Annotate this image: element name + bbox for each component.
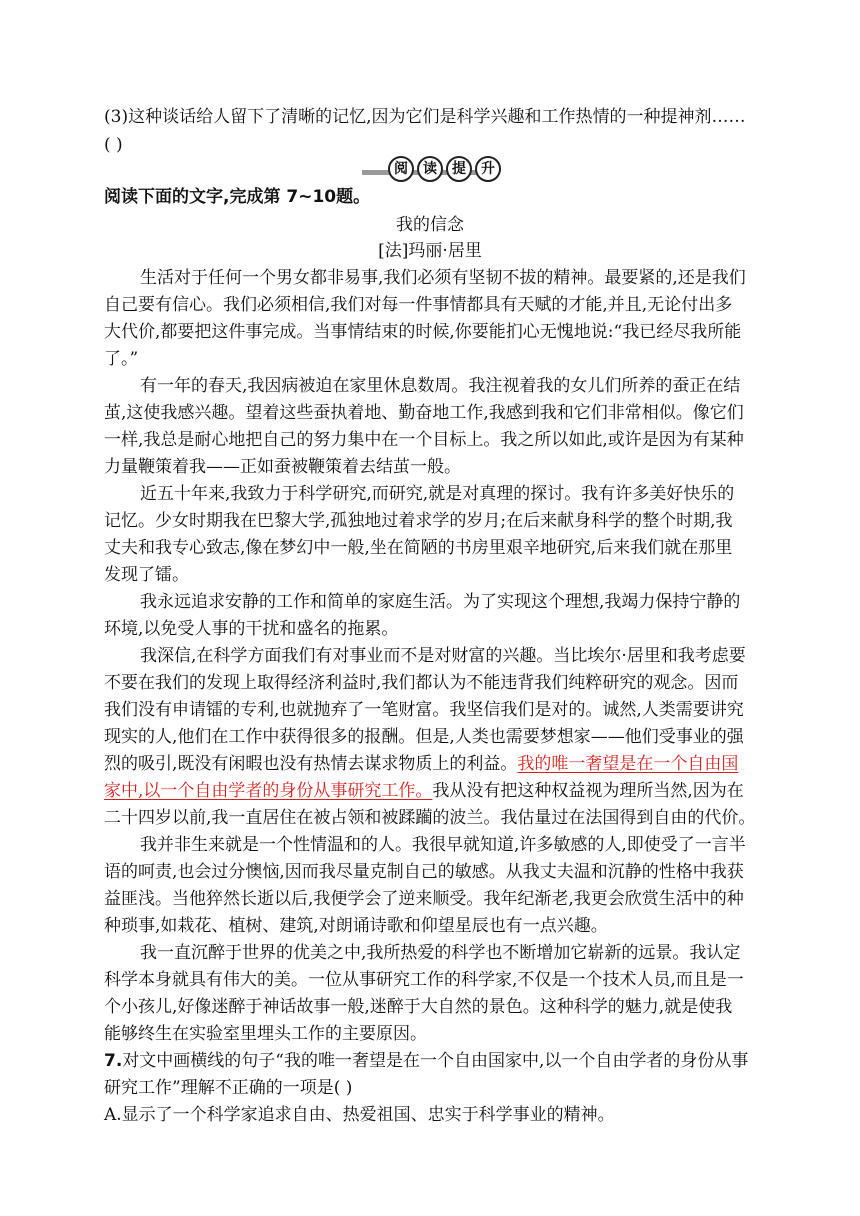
paragraph-text: 烈的吸引,既没有闲暇也没有热情去谋求物质上的利益。 (104, 754, 518, 774)
underlined-sentence-part1: 我的唯一奢望是在一个自由国 (517, 754, 739, 774)
paragraph-line: 我深信,在科学方面我们有对事业而不是对财富的兴趣。当比埃尔·居里和我考虑要 (140, 646, 746, 666)
paragraph-text: 我从没有把这种权益视为理所当然,因为在 (432, 781, 744, 801)
paragraph-line: 益匪浅。当他猝然长逝以后,我便学会了逆来顺受。我年纪渐老,我更会欣赏生活中的种 (104, 889, 744, 909)
prev-question-answer-blank: ( ) (104, 135, 123, 155)
badge-char: 升 (475, 156, 501, 182)
paragraph-line: 我永远追求安静的工作和简单的家庭生活。为了实现这个理想,我竭力保持宁静的 (140, 592, 741, 612)
paragraph-line: 发现了镭。 (104, 565, 189, 585)
badge-char: 提 (446, 156, 472, 182)
badge-char: 读 (417, 156, 443, 182)
paragraph-line: 力量鞭策着我——正如蚕被鞭策着去结茧一般。 (104, 457, 461, 477)
paragraph-line: 不要在我们的发现上取得经济利益时,我们都认为不能违背我们纯粹研究的观念。因而 (104, 673, 739, 693)
paragraph-line: 了。” (104, 349, 139, 369)
question-7-stem-cont: 研究工作”理解不正确的一项是( ) (104, 1078, 353, 1098)
paragraph-line: 能够终生在实验室里埋头工作的主要原因。 (104, 1024, 427, 1044)
paragraph-line: 茧,这使我感兴趣。望着这些蚕执着地、勤奋地工作,我感到我和它们非常相似。像它们 (104, 403, 744, 423)
paragraph-line: 我一直沉醉于世界的优美之中,我所热爱的科学也不断增加它崭新的远景。我认定 (140, 943, 741, 963)
article-author: [法]玛丽·居里 (378, 241, 482, 261)
paragraph-line-with-underline (104, 778, 744, 804)
paragraph-line-with-underline (104, 751, 738, 777)
paragraph-line: 语的呵责,也会过分懊恼,因而我尽量克制自己的敏感。从我丈夫温和沉静的性格中我获 (104, 862, 744, 882)
paragraph-line: 记忆。少女时期我在巴黎大学,孤独地过着求学的岁月;在后来献身科学的整个时期,我 (104, 511, 733, 531)
badge-char: 阅 (388, 156, 414, 182)
question-7-stem (104, 1048, 748, 1074)
paragraph-line: 自己要有信心。我们必须相信,我们对每一件事情都具有天赋的才能,并且,无论付出多 (104, 295, 733, 315)
option-a: A.显示了一个科学家追求自由、热爱祖国、忠实于科学事业的精神。 (104, 1105, 615, 1125)
paragraph-line: 个小孩儿,好像迷醉于神话故事一般,迷醉于大自然的景色。这种科学的魅力,就是使我 (104, 997, 733, 1017)
paragraph-line: 大代价,都要把这件事完成。当事情结束的时候,你要能扪心无愧地说:“我已经尽我所能 (104, 322, 742, 342)
paragraph-line: 我并非生来就是一个性情温和的人。我很早就知道,许多敏感的人,即使受了一言半 (140, 835, 746, 855)
paragraph-line: 现实的人,他们在工作中获得很多的报酬。但是,人类也需要梦想家——他们受事业的强 (104, 727, 744, 747)
paragraph-line: 丈夫和我专心致志,像在梦幻中一般,坐在简陋的书房里艰辛地研究,后来我们就在那里 (104, 538, 733, 558)
paragraph-line: 近五十年来,我致力于科学研究,而研究,就是对真理的探讨。我有许多美好快乐的 (140, 484, 735, 504)
paragraph-line: 二十四岁以前,我一直居住在被占领和被蹂躏的波兰。我估量过在法国得到自由的代价。 (104, 808, 756, 828)
section-badge (388, 156, 501, 182)
paragraph-line: 我们没有申请镭的专利,也就抛弃了一笔财富。我坚信我们是对的。诚然,人类需要讲究 (104, 700, 744, 720)
underlined-sentence-part2: 家中,以一个自由学者的身份从事研究工作。 (104, 781, 433, 801)
paragraph-line: 有一年的春天,我因病被迫在家里休息数周。我注视着我的女儿们所养的蚕正在结 (140, 376, 741, 396)
question-text: 对文中画横线的句子“我的唯一奢望是在一个自由国家中,以一个自由学者的身份从事 (122, 1051, 749, 1071)
article-title: 我的信念 (396, 215, 464, 235)
question-number: 7. (104, 1051, 123, 1071)
section-header (0, 156, 860, 184)
paragraph-line: 一样,我总是耐心地把自己的努力集中在一个目标上。我之所以如此,或许是因为有某种 (104, 430, 744, 450)
paragraph-line: 生活对于任何一个男女都非易事,我们必须有坚韧不拔的精神。最要紧的,还是我们 (140, 268, 746, 288)
instruction: 阅读下面的文字,完成第 7~10题。 (104, 187, 371, 207)
paragraph-line: 环境,以免受人事的干扰和盛名的拖累。 (104, 619, 399, 639)
paragraph-line: 科学本身就具有伟大的美。一位从事研究工作的科学家,不仅是一个技术人员,而且是一 (104, 970, 744, 990)
prev-question-line: (3)这种谈话给人留下了清晰的记忆,因为它们是科学兴趣和工作热情的一种提神剂…… (104, 107, 746, 127)
paragraph-line: 种琐事,如栽花、植树、建筑,对朗诵诗歌和仰望星辰也有一点兴趣。 (104, 916, 608, 936)
